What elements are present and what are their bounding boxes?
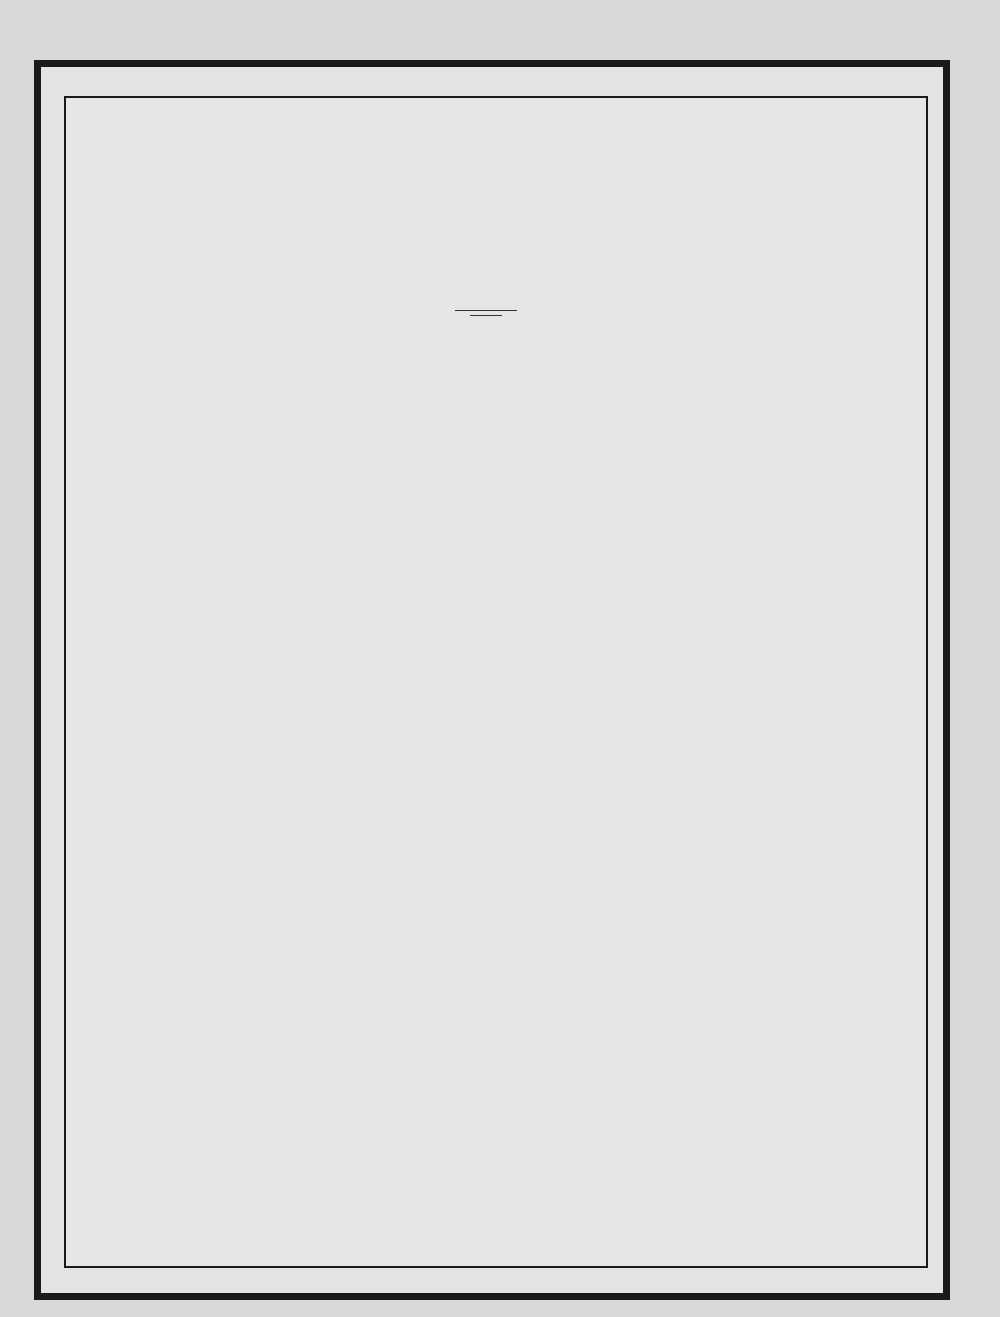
- divider: [470, 315, 502, 316]
- inner-frame: [64, 96, 928, 1268]
- divider: [455, 310, 517, 311]
